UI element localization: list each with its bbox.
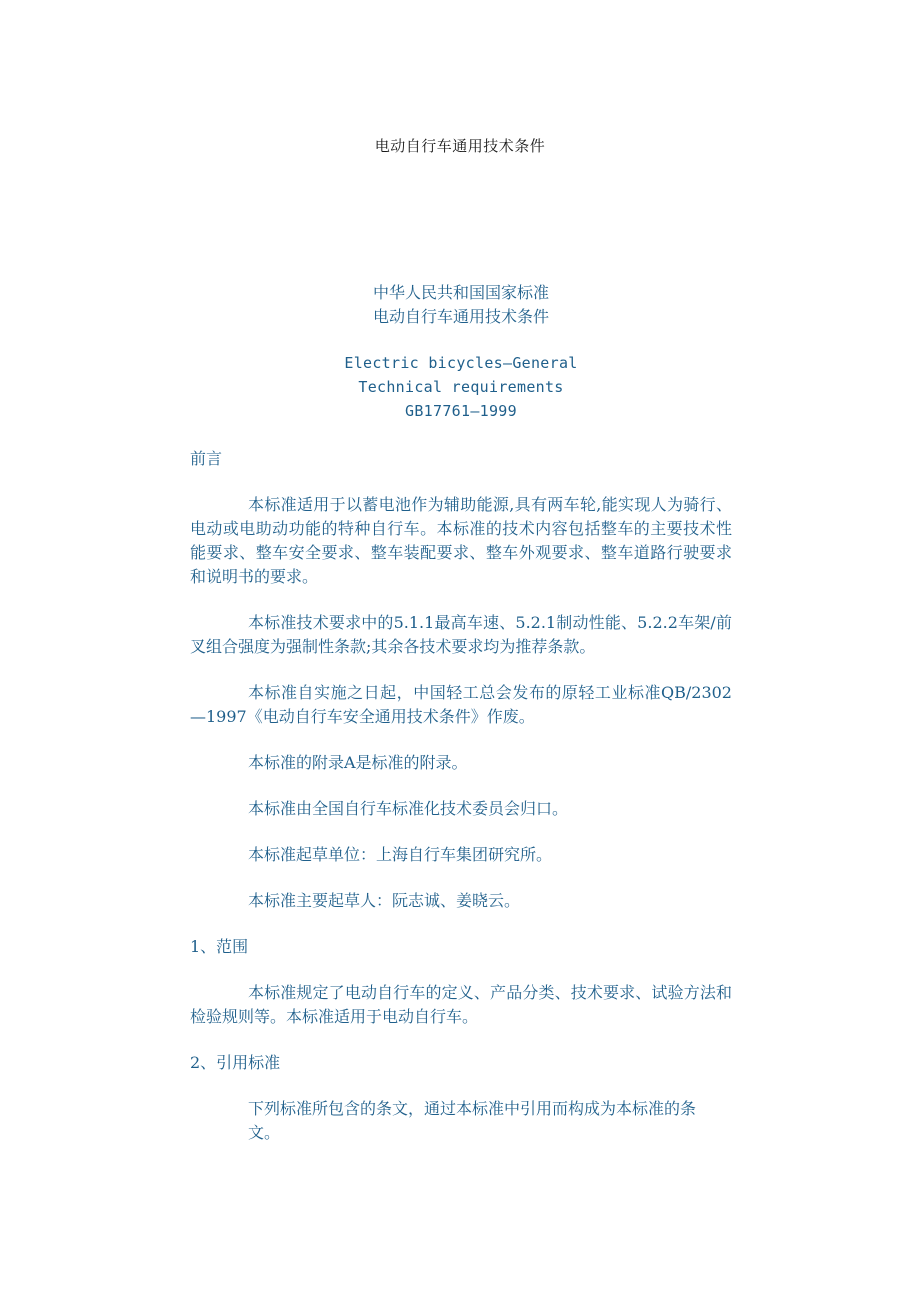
foreword-paragraph-6: 本标准起草单位：上海自行车集团研究所。 [248,845,553,864]
foreword-paragraph-1: 本标准适用于以蓄电池作为辅助能源,具有两车轮,能实现人为骑行、 电动或电助动功能的特种自行车。本标准的技术内容包括整车的主要技术性 能要求、整车安全要求、整车装配要求、整车外观要求、整车道路行驶要求 和说明书的要求。 [190,495,732,586]
standard-code: GB17761—1999 [405,402,517,420]
foreword-paragraph-4: 本标准的附录A是标准的附录。 [248,753,468,772]
section-2-paragraph: 下列标准所包含的条文，通过本标准中引用而构成为本标准的条文。 [248,1099,697,1142]
section-1-paragraph: 本标准规定了电动自行车的定义、产品分类、技术要求、试验方法和 检验规则等。本标准适用于电动自行车。 [190,983,732,1026]
foreword-paragraph-7: 本标准主要起草人：阮志诚、姜晓云。 [248,891,521,910]
foreword-paragraph-2: 本标准技术要求中的5.1.1最高车速、5.2.1制动性能、5.2.2车架/前叉组合强度为强制性条款;其余各技术要求均为推荐条款。 [190,613,732,656]
foreword-paragraph-3: 本标准自实施之日起，中国轻工总会发布的原轻工业标准QB/2302—1997《电动自行车安全通用技术条件》作废。 [190,683,732,726]
section-1-heading: 1、范围 [190,937,249,956]
page-title: 电动自行车通用技术条件 [374,137,546,155]
standard-title-en-line2: Technical requirements [358,378,564,396]
foreword-paragraph-5: 本标准由全国自行车标准化技术委员会归口。 [248,799,569,818]
document-body [190,281,732,1145]
foreword-heading: 前言 [190,449,223,468]
section-2-heading: 2、引用标准 [190,1053,281,1072]
standard-issuer: 中华人民共和国国家标准 [372,283,549,302]
standard-title-cn: 电动自行车通用技术条件 [372,307,549,326]
standard-header [178,281,744,423]
standard-title-en-line1: Electric bicycles—General [344,354,578,372]
